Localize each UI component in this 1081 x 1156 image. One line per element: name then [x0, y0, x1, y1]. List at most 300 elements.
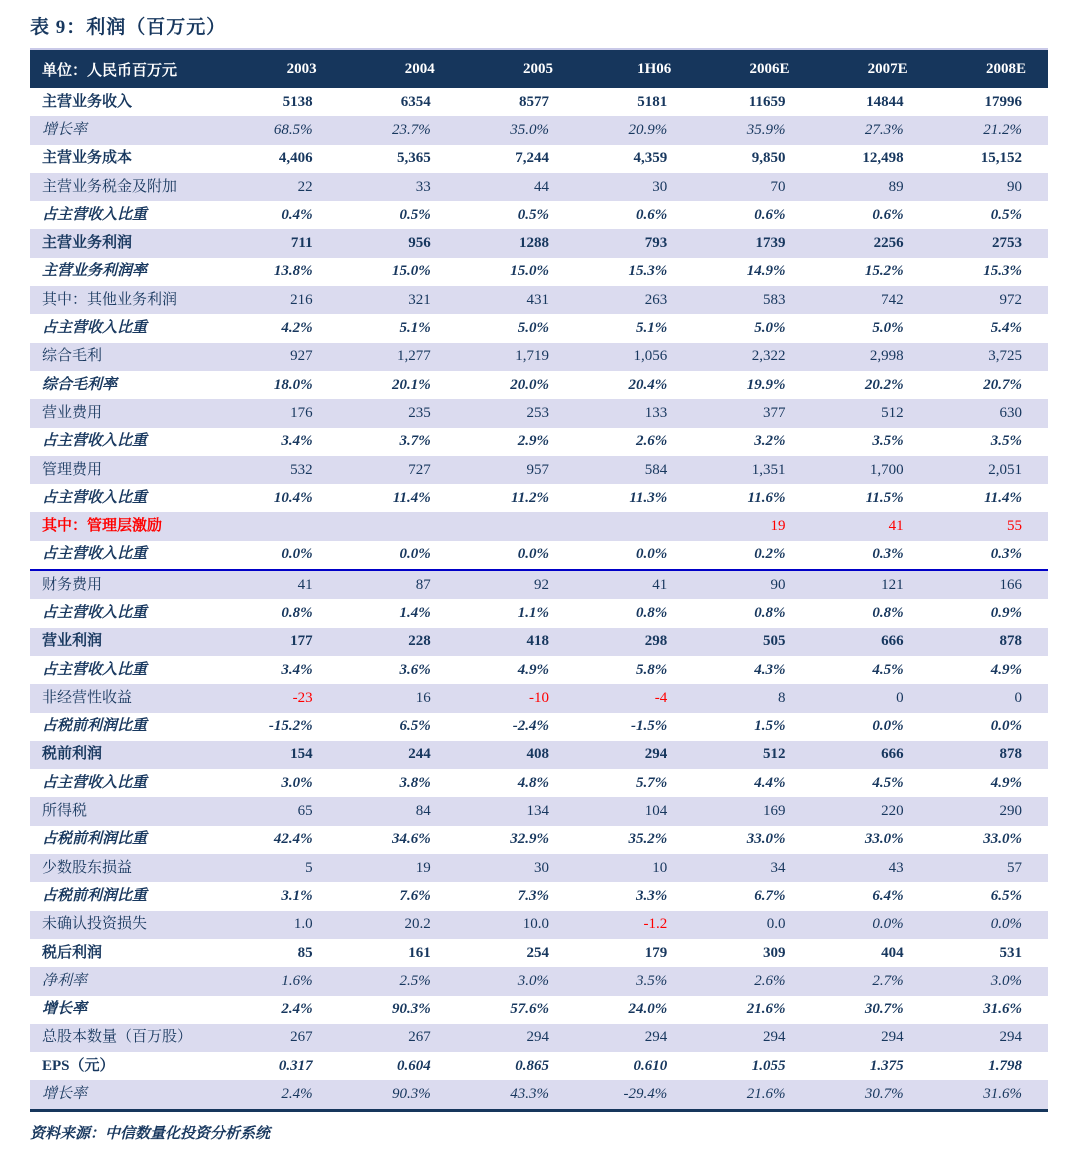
- cell-value: 4.3%: [754, 661, 786, 678]
- cell-value: 0.3%: [872, 546, 904, 563]
- cell-value: 0.8%: [754, 604, 786, 621]
- cell-value: 7.3%: [517, 887, 550, 904]
- row-label: 增长率: [30, 1080, 220, 1110]
- cell-value: 166: [930, 570, 1048, 599]
- cell-value: 27.3%: [811, 116, 929, 144]
- table-row: [30, 116, 1048, 144]
- cell-value: 30: [457, 854, 575, 882]
- cell-value: 2.9%: [517, 433, 550, 450]
- cell-value: 30.7%: [864, 1001, 904, 1018]
- cell-value: 8: [693, 684, 811, 712]
- cell-value: 11.6%: [747, 489, 786, 506]
- cell-value: 0.865: [515, 1057, 550, 1074]
- cell-value: 43: [811, 854, 929, 882]
- table-row: [30, 826, 1048, 854]
- table-row: [30, 854, 1048, 882]
- cell-value: 19.9%: [746, 376, 786, 393]
- cell-value: 4,406: [278, 150, 313, 167]
- table-row: [30, 797, 1048, 825]
- cell-value: 3.7%: [399, 433, 431, 450]
- cell-value: 4,359: [633, 150, 668, 167]
- cell-value: 57.6%: [510, 1001, 550, 1018]
- cell-value: 298: [575, 628, 693, 656]
- cell-value: 68.5%: [220, 116, 338, 144]
- column-header-2006E: 2006E: [693, 49, 811, 88]
- cell-value: 24.0%: [628, 1001, 668, 1018]
- cell-value: 6.4%: [872, 887, 904, 904]
- row-label: 非经营性收益: [30, 684, 220, 712]
- cell-value: 4.9%: [990, 774, 1022, 791]
- cell-value: 15.0%: [392, 263, 431, 280]
- row-label: 占主营收入比重: [42, 661, 148, 678]
- row-label: 管理费用: [30, 456, 220, 484]
- cell-value: 89: [811, 173, 929, 201]
- row-label: 财务费用: [30, 570, 220, 599]
- cell-value: 85: [297, 944, 313, 961]
- cell-value: [457, 512, 575, 540]
- table-row: [30, 939, 1048, 967]
- table-row: [30, 512, 1048, 540]
- row-label: 营业利润: [30, 628, 220, 656]
- table-row: [30, 713, 1048, 741]
- cell-value: 956: [339, 229, 457, 257]
- unit-label: 单位：人民币百万元: [30, 49, 220, 88]
- cell-value: 3.5%: [575, 967, 693, 995]
- row-label: 所得税: [30, 797, 220, 825]
- cell-value: 878: [930, 628, 1048, 656]
- table-row: [30, 1052, 1048, 1080]
- cell-value: 90.3%: [392, 1001, 431, 1018]
- row-label: 占税前利润比重: [42, 831, 148, 848]
- row-label: EPS（元）: [42, 1057, 115, 1074]
- cell-value: 55: [930, 512, 1048, 540]
- table-row: [30, 628, 1048, 656]
- cell-value: 5.4%: [990, 320, 1022, 337]
- cell-value: 2753: [930, 229, 1048, 257]
- cell-value: 0.0%: [635, 546, 668, 563]
- cell-value: -29.4%: [575, 1080, 693, 1110]
- cell-value: 0.6%: [872, 206, 904, 223]
- cell-value: 4.9%: [990, 661, 1022, 678]
- cell-value: 11.2%: [511, 489, 550, 506]
- table-row: [30, 484, 1048, 512]
- cell-value: 0.610: [633, 1057, 668, 1074]
- cell-value: 15.2%: [864, 263, 904, 280]
- row-label: 占主营收入比重: [42, 320, 148, 337]
- row-label: 主营业务利润: [30, 229, 220, 257]
- cell-value: 15,152: [980, 150, 1022, 167]
- row-label: 税后利润: [42, 944, 103, 961]
- cell-value: 11659: [748, 93, 786, 110]
- cell-value: 294: [930, 1024, 1048, 1052]
- cell-value: 90: [693, 570, 811, 599]
- cell-value: 90: [930, 173, 1048, 201]
- row-label: 主营业务税金及附加: [30, 173, 220, 201]
- cell-value: 531: [999, 944, 1022, 961]
- cell-value: 3.5%: [990, 433, 1022, 450]
- cell-value: 13.8%: [273, 263, 313, 280]
- cell-value: 0.5%: [517, 206, 550, 223]
- cell-value: 408: [457, 741, 575, 769]
- table-row: [30, 996, 1048, 1024]
- cell-value: 1.4%: [399, 604, 431, 621]
- cell-value: 12,498: [862, 150, 904, 167]
- table-row: [30, 399, 1048, 427]
- cell-value: 5.0%: [754, 320, 786, 337]
- cell-value: 321: [339, 286, 457, 314]
- cell-value: 9,850: [751, 150, 786, 167]
- cell-value: 6.5%: [990, 887, 1022, 904]
- cell-value: 1.0: [220, 911, 338, 939]
- cell-value: -1.2: [575, 911, 693, 939]
- row-label: 占主营收入比重: [42, 206, 148, 223]
- row-label: 其中：管理层激励: [30, 512, 220, 540]
- cell-value: 0: [811, 684, 929, 712]
- table-row: [30, 258, 1048, 286]
- cell-value: 878: [930, 741, 1048, 769]
- cell-value: 20.4%: [628, 376, 668, 393]
- cell-value: 169: [693, 797, 811, 825]
- row-label: 增长率: [30, 116, 220, 144]
- source-note: 资料来源：中信数量化投资分析系统: [30, 1125, 271, 1142]
- table-row: [30, 541, 1048, 570]
- cell-value: 33.0%: [864, 831, 904, 848]
- cell-value: 179: [644, 944, 668, 961]
- table-body: [30, 88, 1048, 1110]
- cell-value: 21.2%: [930, 116, 1048, 144]
- cell-value: 1.375: [869, 1057, 904, 1074]
- table-row: [30, 882, 1048, 910]
- cell-value: 31.6%: [930, 1080, 1048, 1110]
- cell-value: 1739: [693, 229, 811, 257]
- cell-value: 20.9%: [575, 116, 693, 144]
- cell-value: 3,725: [930, 343, 1048, 371]
- cell-value: 32.9%: [510, 831, 550, 848]
- cell-value: 267: [220, 1024, 338, 1052]
- cell-value: 267: [339, 1024, 457, 1052]
- table-row: [30, 229, 1048, 257]
- cell-value: 418: [457, 628, 575, 656]
- cell-value: 666: [811, 628, 929, 656]
- cell-value: 5181: [637, 93, 668, 110]
- page-title: 表 9：利润（百万元）: [30, 17, 227, 38]
- cell-value: 1.1%: [517, 604, 550, 621]
- cell-value: 583: [693, 286, 811, 314]
- cell-value: 512: [811, 399, 929, 427]
- cell-value: 2256: [811, 229, 929, 257]
- cell-value: 18.0%: [273, 376, 313, 393]
- row-label: 其中：其他业务利润: [30, 286, 220, 314]
- cell-value: 87: [339, 570, 457, 599]
- cell-value: 0.2%: [754, 546, 786, 563]
- cell-value: 6.5%: [399, 718, 431, 735]
- cell-value: 31.6%: [983, 1001, 1022, 1018]
- cell-value: 0.604: [397, 1057, 431, 1074]
- cell-value: 6.7%: [754, 887, 786, 904]
- cell-value: 505: [693, 628, 811, 656]
- cell-value: 4.5%: [872, 661, 904, 678]
- cell-value: 35.9%: [693, 116, 811, 144]
- cell-value: [220, 512, 338, 540]
- cell-value: 5.1%: [635, 320, 668, 337]
- cell-value: 927: [220, 343, 338, 371]
- cell-value: 17996: [984, 93, 1022, 110]
- column-header-2004: 2004: [339, 49, 457, 88]
- table-row: [30, 201, 1048, 229]
- cell-value: 0.0%: [872, 718, 904, 735]
- cell-value: 3.4%: [281, 661, 313, 678]
- cell-value: 294: [575, 1024, 693, 1052]
- cell-value: 2,322: [693, 343, 811, 371]
- cell-value: 43.3%: [457, 1080, 575, 1110]
- row-label: 占主营收入比重: [42, 489, 148, 506]
- table-row: [30, 173, 1048, 201]
- cell-value: 0.6%: [635, 206, 668, 223]
- cell-value: 711: [220, 229, 338, 257]
- cell-value: 0.0%: [281, 546, 313, 563]
- cell-value: 84: [339, 797, 457, 825]
- cell-value: 742: [811, 286, 929, 314]
- cell-value: 244: [339, 741, 457, 769]
- cell-value: 14844: [866, 93, 904, 110]
- cell-value: 19: [693, 512, 811, 540]
- cell-value: 235: [339, 399, 457, 427]
- cell-value: 666: [811, 741, 929, 769]
- cell-value: 1.055: [751, 1057, 786, 1074]
- cell-value: 254: [526, 944, 550, 961]
- table-row: [30, 570, 1048, 599]
- cell-value: 3.0%: [281, 774, 313, 791]
- cell-value: 121: [811, 570, 929, 599]
- cell-value: 1.798: [988, 1057, 1022, 1074]
- report-page: [0, 12, 1081, 1156]
- column-header-2005: 2005: [457, 49, 575, 88]
- row-label: 占主营收入比重: [42, 604, 148, 621]
- cell-value: 532: [220, 456, 338, 484]
- cell-value: 431: [457, 286, 575, 314]
- header-row: [30, 49, 1048, 88]
- cell-value: 16: [339, 684, 457, 712]
- cell-value: 216: [220, 286, 338, 314]
- cell-value: -10: [457, 684, 575, 712]
- cell-value: -15.2%: [268, 718, 313, 735]
- cell-value: 0.8%: [872, 604, 904, 621]
- cell-value: 2.5%: [339, 967, 457, 995]
- cell-value: 5,365: [397, 150, 431, 167]
- row-label: 占主营收入比重: [42, 774, 148, 791]
- cell-value: 0.5%: [990, 206, 1022, 223]
- cell-value: 0.5%: [399, 206, 431, 223]
- table-row: [30, 656, 1048, 684]
- cell-value: 294: [457, 1024, 575, 1052]
- cell-value: 5.7%: [635, 774, 668, 791]
- cell-value: 793: [575, 229, 693, 257]
- column-header-1H06: 1H06: [575, 49, 693, 88]
- cell-value: 34: [693, 854, 811, 882]
- cell-value: 584: [575, 456, 693, 484]
- cell-value: 21.6%: [746, 1001, 786, 1018]
- cell-value: -4: [575, 684, 693, 712]
- row-label: 占税前利润比重: [42, 887, 148, 904]
- table-row: [30, 599, 1048, 627]
- row-label: 少数股东损益: [30, 854, 220, 882]
- cell-value: 20.1%: [392, 376, 431, 393]
- cell-value: 2.7%: [811, 967, 929, 995]
- cell-value: -1.5%: [630, 718, 668, 735]
- cell-value: 35.2%: [628, 831, 668, 848]
- row-label: 税前利润: [30, 741, 220, 769]
- cell-value: 3.8%: [399, 774, 431, 791]
- row-label: 主营业务收入: [42, 93, 133, 110]
- cell-value: 65: [220, 797, 338, 825]
- cell-value: 4.5%: [872, 774, 904, 791]
- cell-value: 0: [930, 684, 1048, 712]
- cell-value: 57: [930, 854, 1048, 882]
- cell-value: 3.3%: [635, 887, 668, 904]
- cell-value: 3.6%: [399, 661, 431, 678]
- cell-value: 11.4%: [984, 489, 1022, 506]
- cell-value: 19: [339, 854, 457, 882]
- table-row: [30, 741, 1048, 769]
- cell-value: 5.8%: [635, 661, 668, 678]
- cell-value: 2.4%: [281, 1001, 313, 1018]
- cell-value: 5.1%: [399, 320, 431, 337]
- cell-value: 220: [811, 797, 929, 825]
- cell-value: 41: [575, 570, 693, 599]
- cell-value: 5.0%: [517, 320, 550, 337]
- cell-value: 2.6%: [635, 433, 668, 450]
- cell-value: 20.2: [339, 911, 457, 939]
- row-label: 未确认投资损失: [30, 911, 220, 939]
- cell-value: 294: [575, 741, 693, 769]
- cell-value: 1,056: [575, 343, 693, 371]
- row-label: 占主营收入比重: [42, 433, 148, 450]
- cell-value: -2.4%: [512, 718, 550, 735]
- cell-value: 1.5%: [754, 718, 786, 735]
- cell-value: 41: [811, 512, 929, 540]
- cell-value: 0.3%: [990, 546, 1022, 563]
- cell-value: 33.0%: [983, 831, 1022, 848]
- cell-value: 1.6%: [220, 967, 338, 995]
- cell-value: 42.4%: [273, 831, 313, 848]
- cell-value: 1,719: [457, 343, 575, 371]
- cell-value: 154: [220, 741, 338, 769]
- cell-value: 35.0%: [457, 116, 575, 144]
- table-row: [30, 343, 1048, 371]
- table-row: [30, 314, 1048, 342]
- cell-value: 3.5%: [872, 433, 904, 450]
- cell-value: 0.0: [693, 911, 811, 939]
- column-header-2003: 2003: [220, 49, 338, 88]
- table-row: [30, 456, 1048, 484]
- cell-value: 20.0%: [510, 376, 550, 393]
- cell-value: 2.6%: [693, 967, 811, 995]
- cell-value: 90.3%: [339, 1080, 457, 1110]
- cell-value: 294: [693, 1024, 811, 1052]
- cell-value: 2.4%: [220, 1080, 338, 1110]
- cell-value: 4.4%: [754, 774, 786, 791]
- cell-value: 0.0%: [930, 911, 1048, 939]
- row-label: 综合毛利: [30, 343, 220, 371]
- table-row: [30, 1024, 1048, 1052]
- cell-value: 290: [930, 797, 1048, 825]
- table-row: [30, 371, 1048, 399]
- cell-value: [575, 512, 693, 540]
- cell-value: 133: [575, 399, 693, 427]
- cell-value: 11.3%: [629, 489, 668, 506]
- cell-value: 33.0%: [746, 831, 786, 848]
- cell-value: 0.0%: [990, 718, 1022, 735]
- cell-value: 23.7%: [339, 116, 457, 144]
- cell-value: 15.3%: [983, 263, 1022, 280]
- cell-value: 3.0%: [457, 967, 575, 995]
- table-row: [30, 145, 1048, 173]
- cell-value: 957: [457, 456, 575, 484]
- profit-table: [30, 48, 1048, 1112]
- cell-value: 15.3%: [628, 263, 668, 280]
- cell-value: 4.8%: [517, 774, 550, 791]
- cell-value: 630: [930, 399, 1048, 427]
- table-row: [30, 911, 1048, 939]
- cell-value: 1288: [457, 229, 575, 257]
- cell-value: 0.8%: [281, 604, 313, 621]
- cell-value: 33: [339, 173, 457, 201]
- cell-value: 92: [457, 570, 575, 599]
- row-label: 主营业务利润率: [42, 263, 148, 280]
- cell-value: 2,051: [930, 456, 1048, 484]
- cell-value: 7,244: [515, 150, 550, 167]
- cell-value: 0.4%: [281, 206, 313, 223]
- cell-value: 6354: [400, 93, 431, 110]
- cell-value: 177: [220, 628, 338, 656]
- row-label: 占主营收入比重: [42, 546, 148, 563]
- table-row: [30, 769, 1048, 797]
- cell-value: 294: [811, 1024, 929, 1052]
- cell-value: 3.2%: [754, 433, 786, 450]
- cell-value: 176: [220, 399, 338, 427]
- cell-value: 15.0%: [510, 263, 550, 280]
- row-label: 占税前利润比重: [42, 718, 148, 735]
- table-row: [30, 684, 1048, 712]
- cell-value: 727: [339, 456, 457, 484]
- cell-value: 4.9%: [517, 661, 550, 678]
- cell-value: 20.2%: [864, 376, 904, 393]
- cell-value: 0.0%: [811, 911, 929, 939]
- cell-value: 161: [408, 944, 431, 961]
- row-label: 营业费用: [30, 399, 220, 427]
- cell-value: 11.5%: [865, 489, 904, 506]
- column-header-2008E: 2008E: [930, 49, 1048, 88]
- cell-value: 41: [220, 570, 338, 599]
- cell-value: 11.4%: [392, 489, 431, 506]
- cell-value: 8577: [519, 93, 550, 110]
- cell-value: 22: [220, 173, 338, 201]
- table-row: [30, 1080, 1048, 1110]
- cell-value: 134: [457, 797, 575, 825]
- cell-value: 972: [930, 286, 1048, 314]
- table-row: [30, 88, 1048, 116]
- cell-value: 30.7%: [811, 1080, 929, 1110]
- cell-value: 34.6%: [392, 831, 431, 848]
- cell-value: 5.0%: [872, 320, 904, 337]
- cell-value: 1,277: [339, 343, 457, 371]
- cell-value: 0.317: [278, 1057, 313, 1074]
- cell-value: [339, 512, 457, 540]
- cell-value: 10.0: [457, 911, 575, 939]
- row-label: 主营业务成本: [42, 150, 133, 167]
- cell-value: 512: [693, 741, 811, 769]
- cell-value: 0.6%: [754, 206, 786, 223]
